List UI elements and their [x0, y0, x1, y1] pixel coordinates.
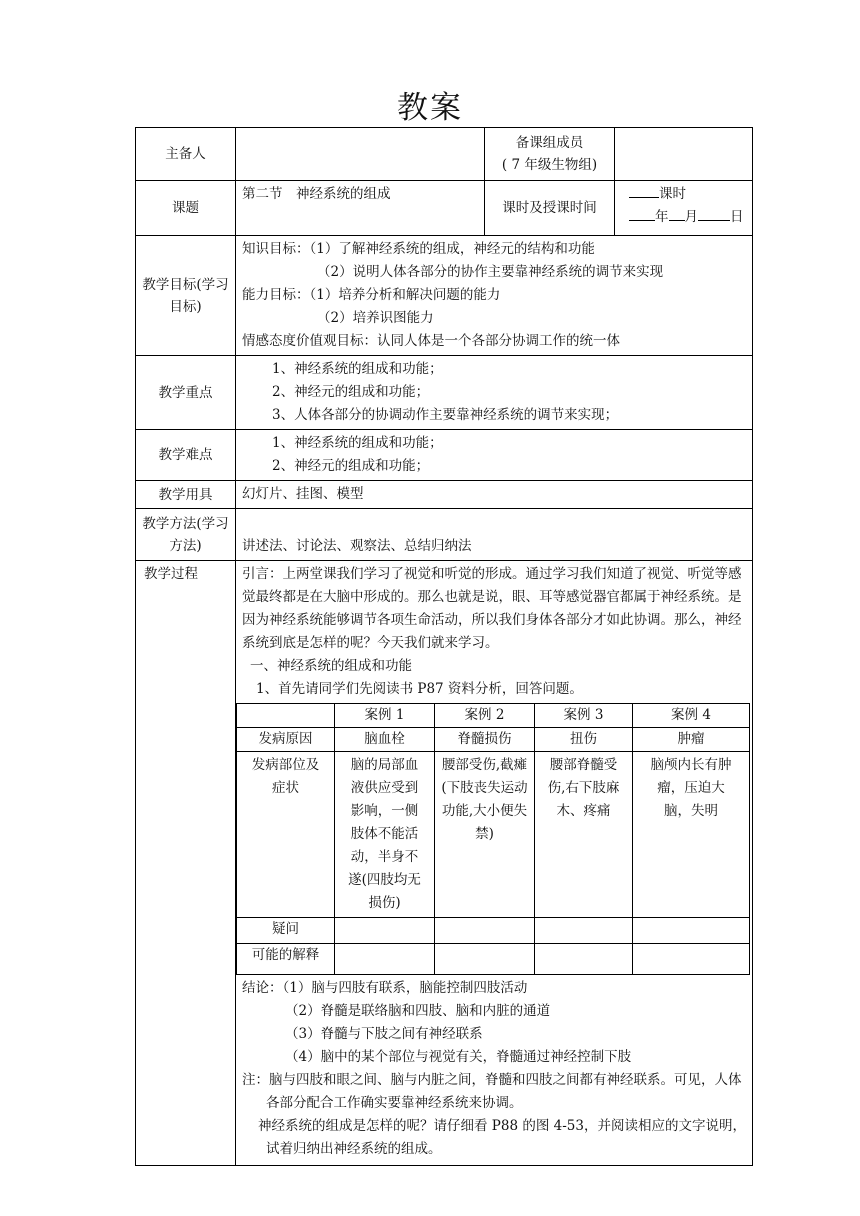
intro-paragraph: 引言：上两堂课我们学习了视觉和听觉的形成。通过学习我们知道了视觉、听觉等感觉最终都是在大脑中形成的。那么也就是说，眼、耳等感觉器官都属于神经系统。是因为神经系统能够调节各项生命活动，所以我们身体各部分才如此协调。那么，神经系统到底是怎样的呢？今天我们就来学习。	[242, 566, 742, 651]
conclusion-line: （4）脑中的某个部位与视觉有关，脊髓通过神经控制下肢	[285, 1049, 632, 1065]
objective-line: 能力目标：（1）培养分析和解决问题的能力	[242, 287, 501, 303]
case-header: 案例 3	[535, 704, 633, 728]
process-content	[236, 561, 753, 1166]
note-paragraph: 注：脑与四肢和眼之间、脑与内脏之间，脊髓和四肢之间都有神经联系。可见，人体各部分配合工作确实要靠神经系统来协调。	[242, 1072, 742, 1111]
difficult-points-content	[236, 430, 753, 481]
objective-line: （2）说明人体各部分的协作主要靠神经系统的调节来实现	[317, 264, 664, 280]
cause-cell: 肿瘤	[633, 728, 750, 752]
objectives-content	[236, 236, 753, 356]
case-header: 案例 2	[435, 704, 535, 728]
difficult-point-line: 2、神经元的组成和功能；	[272, 458, 430, 474]
document-title: 教案	[397, 90, 463, 126]
conclusion-line: 结论：（1）脑与四肢有联系，脑能控制四肢活动	[242, 980, 528, 996]
section-heading: 一、神经系统的组成和功能	[250, 658, 412, 674]
key-points-content	[236, 356, 753, 430]
case-header-empty	[237, 704, 335, 728]
time-value	[615, 181, 753, 236]
cause-cell: 脊髓损伤	[435, 728, 535, 752]
month-label: 月	[684, 209, 698, 225]
day-label: 日	[730, 209, 744, 225]
case-table	[236, 703, 750, 975]
objective-line: （2）培养识图能力	[317, 310, 434, 326]
question-cell	[633, 918, 750, 944]
cause-label: 发病原因	[237, 728, 335, 752]
question-cell	[535, 918, 633, 944]
time-label: 课时及授课时间	[485, 181, 615, 236]
explain-label: 可能的解释	[237, 944, 335, 975]
step-1: 1、首先请同学们先阅读书 P87 资料分析，回答问题。	[256, 681, 583, 697]
tools-value: 幻灯片、挂图、模型	[236, 481, 753, 509]
explain-cell	[435, 944, 535, 975]
conclusion-line: （2）脊髓是联络脑和四肢、脑和内脏的通道	[285, 1003, 551, 1019]
cause-cell: 扭伤	[535, 728, 633, 752]
preparer-label: 主备人	[136, 128, 236, 181]
lesson-plan-table	[135, 127, 753, 1166]
question-cell	[435, 918, 535, 944]
tools-label: 教学用具	[136, 481, 236, 509]
explain-cell	[335, 944, 435, 975]
cause-cell: 脑血栓	[335, 728, 435, 752]
difficult-points-label: 教学难点	[136, 430, 236, 481]
case-header: 案例 4	[633, 704, 750, 728]
explain-cell	[535, 944, 633, 975]
objective-line: 情感态度价值观目标：认同人体是一个各部分协调工作的统一体	[242, 333, 620, 349]
symptom-cell: 脑颅内长有肿瘤，压迫大脑，失明	[633, 752, 750, 918]
group-members-value	[615, 128, 753, 181]
preparer-value	[236, 128, 485, 181]
methods-value: 讲述法、讨论法、观察法、总结归纳法	[236, 509, 753, 561]
explain-cell	[633, 944, 750, 975]
symptom-cell: 脑的局部血液供应受到影响，一侧肢体不能活动，半身不遂(四肢均无损伤)	[335, 752, 435, 918]
objectives-label-text: 教学目标(学习目标)	[142, 276, 229, 315]
question-label: 疑问	[237, 918, 335, 944]
year-label: 年	[655, 209, 669, 225]
key-point-line: 1、神经系统的组成和功能；	[272, 361, 443, 377]
key-points-label: 教学重点	[136, 356, 236, 430]
key-point-line: 2、神经元的组成和功能；	[272, 384, 430, 400]
methods-label	[136, 509, 236, 561]
topic-value: 第二节 神经系统的组成	[236, 181, 485, 236]
case-header: 案例 1	[335, 704, 435, 728]
key-point-line: 3、人体各部分的协调动作主要靠神经系统的调节来实现；	[272, 407, 619, 423]
methods-label-text: 教学方法(学习方法)	[142, 515, 229, 554]
topic-label: 课题	[136, 181, 236, 236]
conclusion-line: （3）脊髓与下肢之间有神经联系	[285, 1026, 483, 1042]
objective-line: 知识目标：（1）了解神经系统的组成，神经元的结构和功能	[242, 241, 595, 257]
objectives-label	[136, 236, 236, 356]
question-cell	[335, 918, 435, 944]
group-members-label-line2: ( 7 年级生物组)	[501, 157, 598, 173]
group-members-label-line1: 备课组成员	[515, 135, 584, 151]
period-label: 课时	[659, 186, 686, 202]
symptom-label: 发病部位及症状	[237, 752, 335, 918]
question-paragraph: 神经系统的组成是怎样的呢？请仔细看 P88 的图 4-53，并阅读相应的文字说明，试着归纳出神经系统的组成。	[258, 1118, 746, 1157]
symptom-cell: 腰部脊髓受伤,右下肢麻木、疼痛	[535, 752, 633, 918]
difficult-point-line: 1、神经系统的组成和功能；	[272, 435, 443, 451]
group-members-label	[485, 128, 615, 181]
symptom-cell: 腰部受伤,截瘫(下肢丧失运动功能,大小便失禁)	[435, 752, 535, 918]
process-label: 教学过程	[136, 561, 236, 1166]
